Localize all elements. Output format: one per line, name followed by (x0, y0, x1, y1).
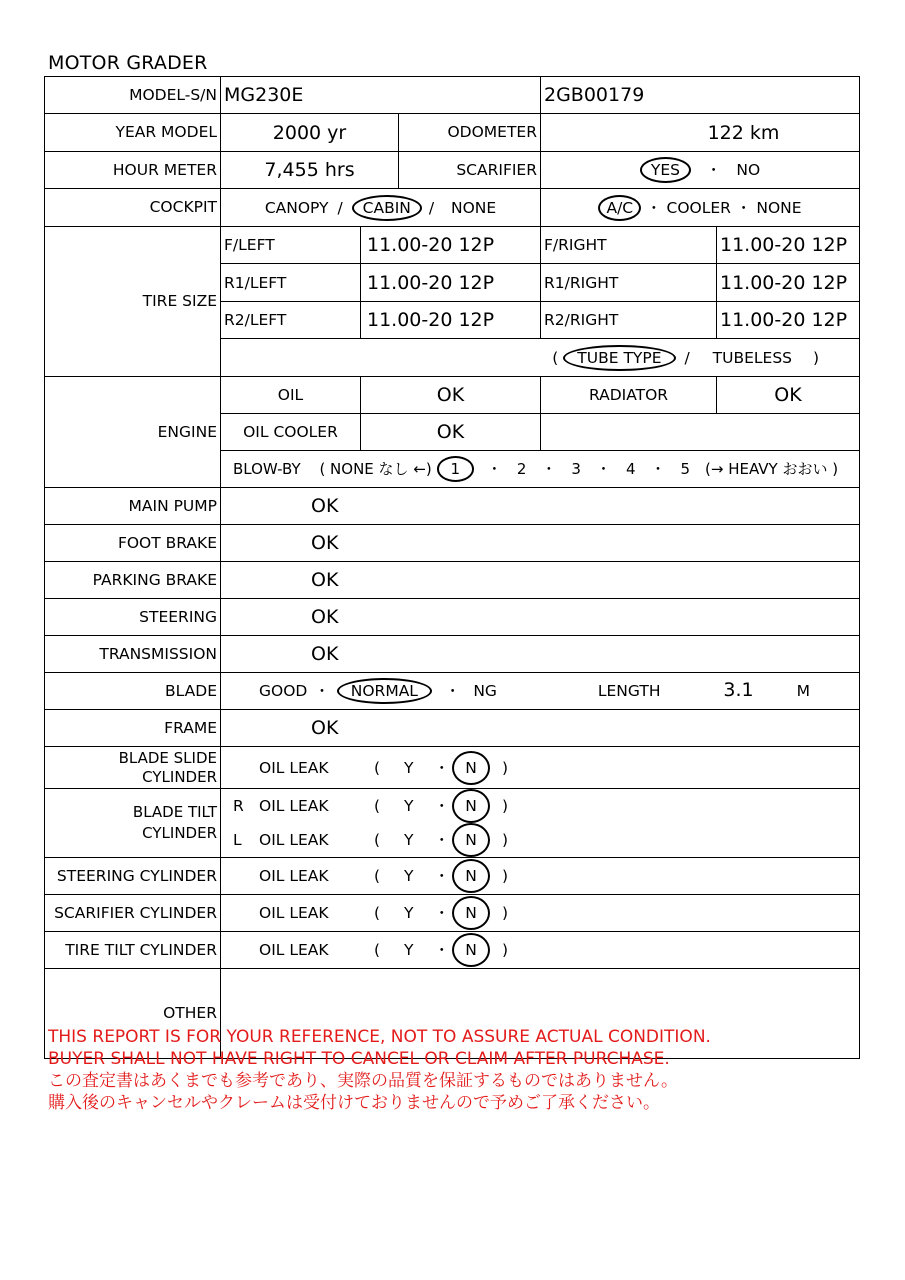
leak-dot: ・ (434, 867, 450, 885)
year-model-label: YEAR MODEL (45, 114, 221, 152)
tire-position: F/LEFT (221, 227, 361, 264)
tire-position: R1/RIGHT (541, 264, 717, 302)
leak-no-selected: N (452, 789, 490, 823)
paren-close: ) (502, 831, 509, 849)
engine-radiator-value: OK (717, 377, 860, 414)
document-title: MOTOR GRADER (48, 52, 208, 74)
leak-dot: ・ (434, 941, 450, 959)
leak-no-selected: N (452, 933, 490, 967)
oil-leak-label: OIL LEAK (259, 904, 329, 922)
leak-yes: Y (404, 758, 414, 777)
check-label: FOOT BRAKE (45, 525, 221, 562)
paren-open: ( (374, 797, 381, 815)
inspection-table (44, 76, 860, 1059)
frame-label: FRAME (45, 710, 221, 747)
blowby-level-selected: 1 (437, 456, 475, 482)
cockpit-type-options (221, 189, 541, 227)
odometer-label: ODOMETER (399, 114, 541, 152)
blade-normal-selected: NORMAL (337, 678, 432, 704)
tire-type-slash: / (684, 348, 690, 367)
engine-blowby-row (221, 451, 860, 488)
cockpit-none-ac: NONE (756, 198, 802, 217)
oil-leak-label: OIL LEAK (259, 941, 329, 959)
label-line: BLADE TILT (132, 803, 217, 821)
cockpit-slash: / (337, 198, 343, 217)
tire-type-close-paren: ) (812, 348, 820, 367)
hour-meter-value: 7,455 hrs (221, 152, 399, 189)
engine-label: ENGINE (45, 377, 221, 488)
blade-label: BLADE (45, 673, 221, 710)
cockpit-aircon-options (541, 189, 860, 227)
check-value: OK (221, 636, 860, 673)
blade-tilt-cylinder-label (45, 789, 221, 858)
leak-yes: Y (404, 831, 414, 849)
blade-length-label: LENGTH (597, 682, 661, 700)
leak-no-selected: N (452, 751, 490, 785)
disclaimer-line: BUYER SHALL NOT HAVE RIGHT TO CANCEL OR CLAIM AFTER PURCHASE. (48, 1049, 670, 1069)
paren-close: ) (502, 904, 509, 922)
tire-size-label: TIRE SIZE (45, 227, 221, 377)
cockpit-slash: / (428, 198, 435, 217)
engine-oil-cooler-value: OK (361, 414, 541, 451)
paren-close: ) (502, 867, 509, 885)
leak-dot: ・ (434, 758, 450, 777)
paren-close: ) (502, 797, 509, 815)
engine-oil-value: OK (361, 377, 541, 414)
engine-oil-label: OIL (221, 377, 361, 414)
blade-tilt-left-leak (221, 823, 860, 858)
check-label: MAIN PUMP (45, 488, 221, 525)
disclaimer-line: 購入後のキャンセルやクレームは受付けておりませんので予めご了承ください。 (48, 1093, 660, 1113)
scarifier-cylinder-leak (221, 895, 860, 932)
leak-dot: ・ (434, 831, 450, 849)
tire-tilt-cylinder-leak (221, 932, 860, 969)
engine-oil-cooler-label: OIL COOLER (221, 414, 361, 451)
cockpit-dot: ・ (646, 198, 662, 217)
cockpit-dot: ・ (735, 198, 752, 217)
cockpit-cooler: COOLER (666, 198, 731, 217)
paren-open: ( (374, 941, 381, 959)
tire-position: R1/LEFT (221, 264, 361, 302)
paren-close: ) (502, 758, 509, 777)
oil-leak-label: OIL LEAK (259, 831, 329, 849)
oil-leak-label: OIL LEAK (259, 867, 329, 885)
blade-length-unit: M (796, 682, 810, 700)
tire-position: R2/LEFT (221, 302, 361, 339)
disclaimer-line: THIS REPORT IS FOR YOUR REFERENCE, NOT TO ASSURE ACTUAL CONDITION. (48, 1027, 711, 1047)
scarifier-yes-selected: YES (640, 157, 691, 183)
blade-slide-cylinder-leak (221, 747, 860, 789)
tire-tube-type-selected: TUBE TYPE (563, 345, 675, 371)
tire-type-options (221, 339, 860, 377)
paren-open: ( (374, 904, 381, 922)
leak-no-selected: N (452, 823, 490, 857)
steering-cylinder-leak (221, 858, 860, 895)
label-line: CYLINDER (142, 767, 217, 786)
blade-ng: NG (473, 682, 497, 700)
blade-slide-cylinder-label (45, 747, 221, 789)
blade-length-value: 3.1 (723, 679, 754, 701)
label-line: BLADE SLIDE (118, 748, 217, 767)
check-value: OK (221, 488, 860, 525)
scarifier-options (541, 152, 860, 189)
year-model-value: 2000 yr (221, 114, 399, 152)
tire-size-value: 11.00-20 12P (717, 302, 860, 339)
check-label: STEERING (45, 599, 221, 636)
leak-yes: Y (404, 867, 414, 885)
paren-open: ( (374, 831, 381, 849)
blade-good: GOOD (259, 682, 308, 700)
oil-leak-label: OIL LEAK (259, 758, 329, 777)
disclaimer-line: この査定書はあくまでも参考であり、実際の品質を保証するものではありません。 (48, 1071, 679, 1091)
model-value: MG230E (221, 77, 541, 114)
model-sn-label: MODEL-S/N (45, 77, 221, 114)
blade-dot: ・ (444, 682, 461, 700)
scarifier-cylinder-label: SCARIFIER CYLINDER (45, 895, 221, 932)
tire-position: R2/RIGHT (541, 302, 717, 339)
leak-no-selected: N (452, 859, 490, 893)
side-left: L (233, 831, 242, 849)
frame-value: OK (221, 710, 860, 747)
tire-size-value: 11.00-20 12P (361, 227, 541, 264)
serial-value: 2GB00179 (541, 77, 860, 114)
cockpit-canopy: CANOPY (264, 198, 329, 217)
label-line: CYLINDER (142, 824, 217, 842)
engine-radiator-label: RADIATOR (541, 377, 717, 414)
blade-tilt-right-leak (221, 789, 860, 824)
leak-no-selected: N (452, 896, 490, 930)
tire-size-value: 11.00-20 12P (717, 264, 860, 302)
tire-type-open-paren: ( (552, 348, 559, 367)
cockpit-cabin-selected: CABIN (352, 195, 422, 221)
tire-tubeless: TUBELESS (712, 348, 793, 367)
check-label: PARKING BRAKE (45, 562, 221, 599)
blowby-label: BLOW-BY (233, 460, 301, 478)
blade-row (221, 673, 860, 710)
tire-tilt-cylinder-label: TIRE TILT CYLINDER (45, 932, 221, 969)
leak-yes: Y (404, 904, 414, 922)
disclaimer-notice (48, 1026, 711, 1114)
steering-cylinder-label: STEERING CYLINDER (45, 858, 221, 895)
scarifier-no: NO (736, 161, 761, 179)
scarifier-dot: ・ (705, 161, 722, 179)
tire-position: F/RIGHT (541, 227, 717, 264)
tire-size-value: 11.00-20 12P (717, 227, 860, 264)
check-value: OK (221, 599, 860, 636)
check-label: TRANSMISSION (45, 636, 221, 673)
check-value: OK (221, 525, 860, 562)
odometer-value: 122 km (541, 114, 860, 152)
cockpit-ac-selected: A/C (598, 195, 641, 221)
cockpit-none: NONE (450, 198, 497, 217)
scarifier-label: SCARIFIER (399, 152, 541, 189)
leak-yes: Y (404, 797, 414, 815)
paren-open: ( (374, 867, 381, 885)
engine-empty-cell (541, 414, 860, 451)
leak-dot: ・ (434, 904, 450, 922)
check-value: OK (221, 562, 860, 599)
oil-leak-label: OIL LEAK (259, 797, 329, 815)
leak-yes: Y (404, 941, 414, 959)
blowby-scale: ・ 2 ・ 3 ・ 4 ・ 5 (→ HEAVY おおい ) (486, 460, 839, 478)
side-right: R (233, 797, 244, 815)
cockpit-label: COCKPIT (45, 189, 221, 227)
other-label: OTHER (45, 969, 221, 1059)
blowby-none-end: ( NONE なし ←) (319, 460, 432, 478)
paren-open: ( (374, 758, 381, 777)
paren-close: ) (502, 941, 509, 959)
tire-size-value: 11.00-20 12P (361, 264, 541, 302)
hour-meter-label: HOUR METER (45, 152, 221, 189)
blade-dot: ・ (314, 682, 330, 700)
tire-size-value: 11.00-20 12P (361, 302, 541, 339)
leak-dot: ・ (434, 797, 450, 815)
